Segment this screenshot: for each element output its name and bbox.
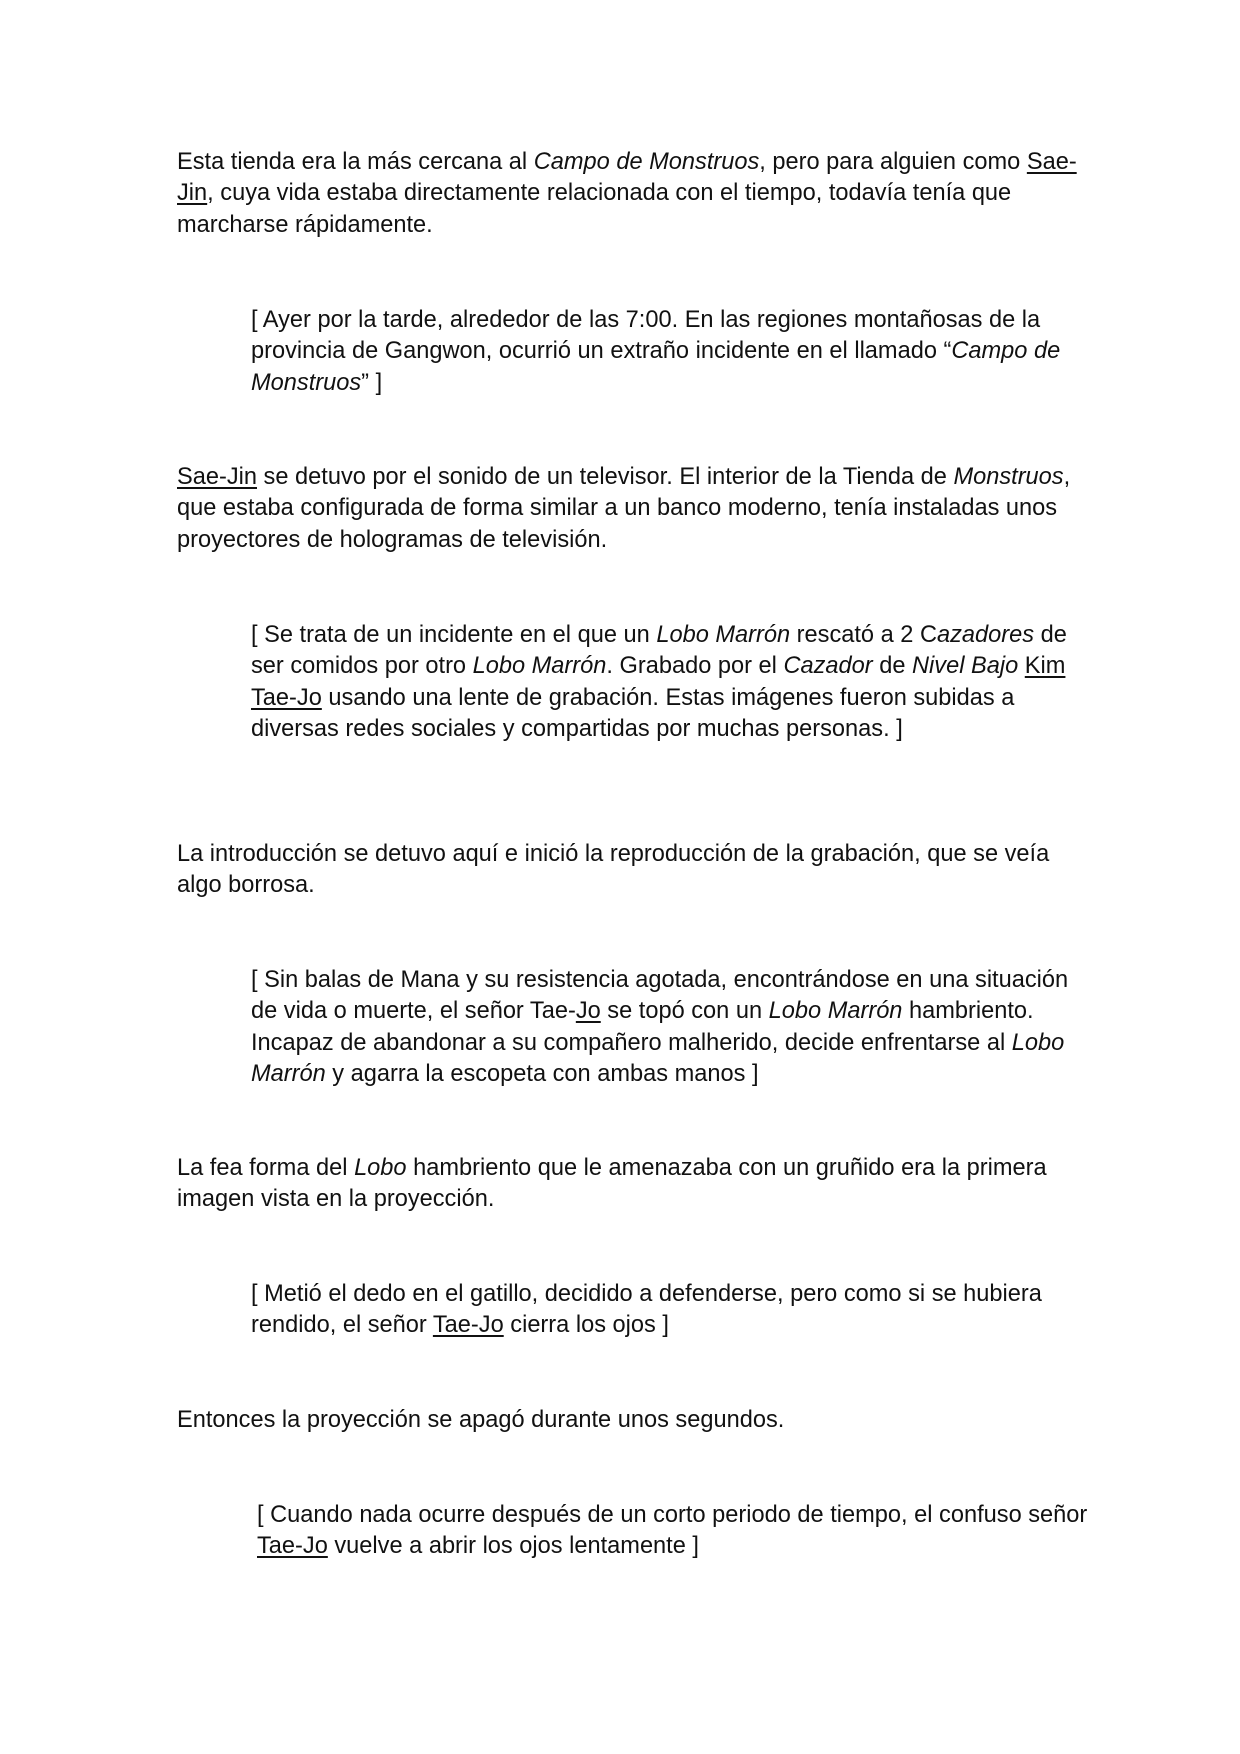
- italic-term: Cazador: [783, 653, 873, 680]
- text-run: ” ]: [361, 369, 383, 396]
- underlined-name: Sae-Jin: [177, 464, 257, 490]
- italic-term: Lobo Marrón: [251, 1029, 1065, 1087]
- italic-term: Lobo Marrón: [768, 998, 903, 1025]
- paragraph-narration: [177, 839, 1077, 902]
- paragraph-quote: [251, 1500, 1097, 1563]
- text-run: Entonces la proyección se apagó durante unos segundos.: [177, 1407, 785, 1433]
- text-run: hambriento que le amenazaba con un gruñido era la primera imagen vista en la proyección.: [177, 1155, 1047, 1213]
- italic-term: Lobo: [354, 1155, 407, 1181]
- paragraph-narration: [177, 462, 1077, 556]
- italic-term: Campo de Monstruos: [251, 338, 1061, 396]
- text-run: [ Cuando nada ocurre después de un corto periodo de tiempo, el confuso señor: [257, 1502, 1088, 1528]
- underlined-name: Tae-Jo: [432, 1312, 504, 1339]
- paragraph-quote: [251, 620, 1091, 745]
- italic-term: azadores: [936, 622, 1035, 648]
- text-run: vuelve a abrir los ojos lentamente ]: [327, 1533, 699, 1560]
- italic-term: Lobo Marrón: [472, 653, 607, 680]
- underlined-name: Tae-Jo: [257, 1533, 328, 1560]
- text-run: se topó con un: [600, 998, 769, 1025]
- text-run: y agarra la escopeta con ambas manos ]: [325, 1060, 759, 1087]
- underlined-name: Kim Tae-Jo: [251, 653, 1066, 711]
- italic-term: Lobo Marrón: [656, 622, 791, 648]
- underlined-name: Sae-Jin: [177, 149, 1077, 207]
- text-run: [ Sin balas de Mana y su resistencia agotada, encontrándose en una situación de vida o muerte, el señor Tae-: [251, 967, 1069, 1025]
- paragraph-narration: [177, 1153, 1077, 1216]
- underlined-name: Jo: [575, 998, 601, 1025]
- text-run: [ Ayer por la tarde, alrededor de las 7:00. En las regiones montañosas de la provincia de Gangwon, ocurrió un extraño incidente en el llamado “: [251, 307, 1041, 365]
- paragraph-narration: [177, 1405, 1077, 1436]
- paragraph-quote: [251, 305, 1091, 399]
- paragraph-narration: [177, 147, 1077, 241]
- text-run: [ Se trata de un incidente en el que un: [251, 622, 657, 648]
- text-run: de ser comidos por otro: [251, 622, 1067, 680]
- text-run: , cuya vida estaba directamente relacionada con el tiempo, todavía tenía que marcharse rápidamente.: [177, 180, 1012, 238]
- text-run: se detuvo por el sonido de un televisor. El interior de la Tienda de: [257, 464, 954, 490]
- paragraph-quote: [251, 1279, 1091, 1342]
- italic-term: Monstruos: [953, 464, 1064, 490]
- italic-term: Campo de Monstruos: [533, 149, 760, 175]
- text-run: cierra los ojos ]: [503, 1312, 669, 1339]
- text-run: hambriento. Incapaz de abandonar a su compañero malherido, decide enfrentarse al: [251, 998, 1034, 1056]
- text-run: rescató a 2 C: [790, 622, 937, 648]
- text-run: Esta tienda era la más cercana al: [177, 149, 534, 175]
- text-run: de: [872, 653, 912, 680]
- text-run: La fea forma del: [177, 1155, 355, 1181]
- paragraph-quote: [251, 965, 1091, 1090]
- text-run: . Grabado por el: [606, 653, 784, 680]
- text-run: , que estaba configurada de forma similar a un banco moderno, tenía instaladas unos proyectores de hologramas de televisión.: [177, 464, 1071, 553]
- text-run: usando una lente de grabación. Estas imágenes fueron subidas a diversas redes sociales y compartidas por muchas personas. ]: [251, 684, 1015, 742]
- italic-term: Nivel Bajo: [912, 653, 1019, 680]
- text-run: [ Metió el dedo en el gatillo, decidido a defenderse, pero como si se hubiera rendido, el señor: [251, 1281, 1042, 1339]
- text-run: La introducción se detuvo aquí e inició la reproducción de la grabación, que se veía algo borrosa.: [177, 841, 1050, 899]
- text-run: , pero para alguien como: [759, 149, 1027, 175]
